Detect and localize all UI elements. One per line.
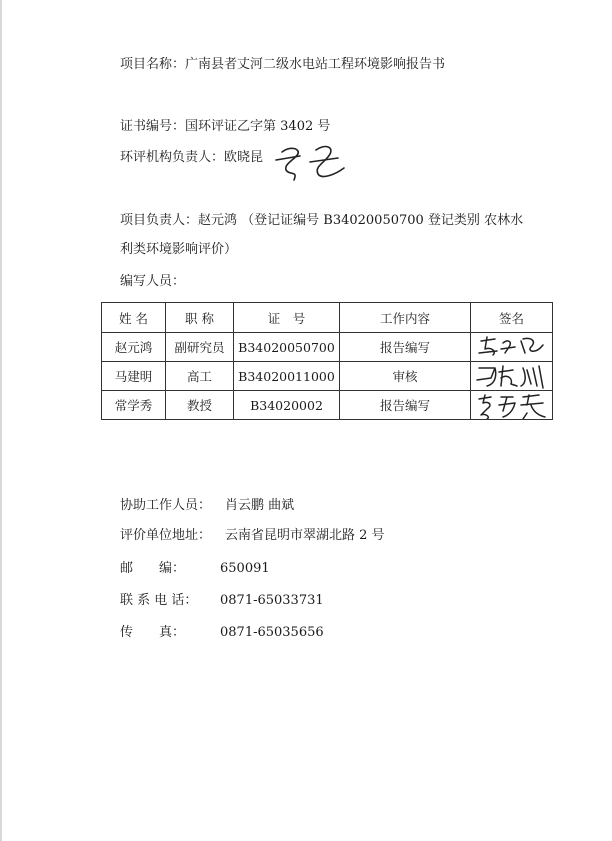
staff-name: 马建明 — [102, 362, 166, 391]
header-work: 工作内容 — [340, 303, 471, 333]
assistants-value: 肖云鹏 曲斌 — [225, 498, 295, 513]
signature-drawing — [473, 333, 551, 359]
project-head-line-2: 利类环境影响评价） — [120, 242, 238, 257]
staff-title: 副研究员 — [166, 333, 234, 362]
staff-signature — [471, 391, 553, 420]
agency-head-line — [120, 149, 263, 167]
staff-cert: B34020002 — [234, 391, 340, 420]
staff-title: 高工 — [166, 362, 234, 391]
staff-table-header — [102, 303, 553, 333]
signature-drawing — [473, 391, 553, 420]
staff-work: 审核 — [340, 362, 471, 391]
certificate-label: 证书编号： — [120, 119, 186, 134]
staff-work: 报告编写 — [340, 333, 471, 362]
header-name: 姓 名 — [102, 303, 166, 333]
phone-label: 联 系 电 话： — [120, 593, 198, 608]
phone-value: 0871-65033731 — [220, 593, 324, 608]
certificate-line — [120, 118, 330, 136]
signature-drawing — [473, 362, 551, 390]
postcode-label: 邮 编： — [120, 561, 186, 576]
staff-title: 教授 — [166, 391, 234, 420]
fax-value: 0871-65035656 — [220, 625, 324, 640]
staff-signature — [471, 333, 553, 362]
certificate-value: 国环评证乙字第 3402 号 — [185, 119, 331, 134]
assistants-label: 协助工作人员： — [120, 498, 212, 513]
staff-cert: B34020011000 — [234, 362, 340, 391]
staff-work: 报告编写 — [340, 391, 471, 420]
assistants-line — [120, 497, 294, 515]
header-title: 职 称 — [166, 303, 234, 333]
postcode-value: 650091 — [220, 561, 270, 576]
project-name-value: 广南县者丈河二级水电站工程环境影响报告书 — [185, 57, 446, 72]
page-left-edge — [0, 0, 2, 841]
agency-head-name: 欧晓昆 — [224, 150, 264, 165]
phone-line — [120, 592, 324, 610]
staff-table — [101, 302, 553, 420]
postcode-line — [120, 560, 270, 578]
project-name-line — [120, 56, 445, 74]
agency-head-label: 环评机构负责人： — [120, 150, 225, 165]
table-row — [102, 333, 553, 362]
table-row — [102, 362, 553, 391]
address-value: 云南省昆明市翠湖北路 2 号 — [225, 528, 385, 543]
staff-heading: 编写人员： — [120, 274, 186, 289]
table-row — [102, 391, 553, 420]
header-cert: 证 号 — [234, 303, 340, 333]
project-head-line-1: 项目负责人：赵元鸿 （登记证编号 B34020050700 登记类别 农林水 — [120, 213, 524, 228]
staff-signature — [471, 362, 553, 391]
address-label: 评价单位地址： — [120, 528, 212, 543]
agency-head-signature — [272, 140, 356, 186]
staff-name: 常学秀 — [102, 391, 166, 420]
fax-label: 传 真： — [120, 625, 186, 640]
staff-name: 赵元鸿 — [102, 333, 166, 362]
fax-line — [120, 624, 324, 642]
address-line — [120, 527, 385, 545]
staff-cert: B34020050700 — [234, 333, 340, 362]
project-name-label: 项目名称： — [120, 57, 186, 72]
header-signature: 签名 — [471, 303, 553, 333]
